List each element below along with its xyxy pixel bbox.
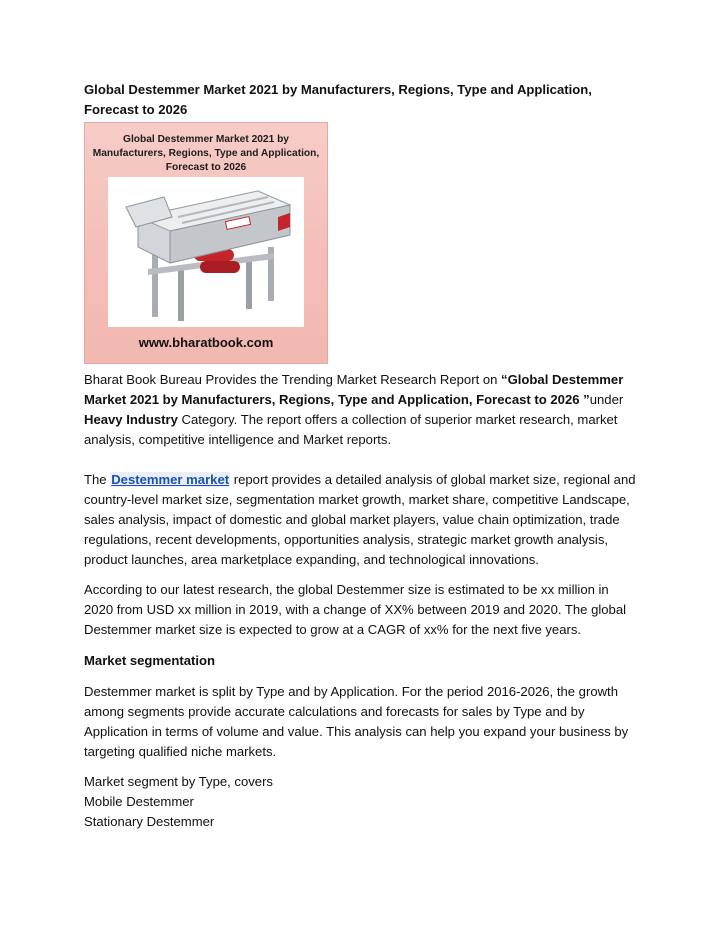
research-paragraph: According to our latest research, the global Destemmer size is estimated to be xx million in 2020 from USD xx million in 2019, with a change of XX% between 2019 and 2020. The global Destemmer market size is expected to grow at a CAGR of xx% for the next five years. bbox=[84, 582, 627, 637]
type-list bbox=[84, 772, 639, 832]
intro-tail: Category. The report offers a collection of superior market research, market analysis, competitive intelligence and Market reports. bbox=[84, 412, 618, 447]
overview-lead: The bbox=[84, 472, 111, 487]
overview-paragraph bbox=[84, 470, 639, 570]
banner-title-line: Forecast to 2026 bbox=[165, 162, 247, 173]
document-title: Global Destemmer Market 2021 by Manufacturers, Regions, Type and Application, Forecast to 2026 bbox=[84, 82, 592, 117]
banner-title-line: Manufacturers, Regions, Type and Application, bbox=[92, 148, 320, 159]
destemmer-market-link[interactable]: Destemmer market bbox=[111, 472, 230, 487]
type-list-item: Mobile Destemmer bbox=[84, 794, 194, 809]
type-list-item: Stationary Destemmer bbox=[84, 814, 215, 829]
banner-title bbox=[85, 133, 327, 175]
intro-paragraph bbox=[84, 370, 639, 450]
report-banner-image bbox=[84, 122, 328, 364]
overview-rest: report provides a detailed analysis of global market size, regional and country-level market size, segmentation market growth, market share, competitive Landscape, sales analysis, impact of domestic and global market players, value chain optimization, trade regulations, recent developments, opportunities analysis, strategic market growth analysis, product launches, area marketplace expanding, and technological innovations. bbox=[84, 472, 636, 567]
banner-url: www.bharatbook.com bbox=[138, 335, 274, 350]
segmentation-paragraph: Destemmer market is split by Type and by Application. For the period 2016-2026, the growth among segments provide accurate calculations and forecasts for sales by Type and by Application in terms of volume and value. This analysis can help you expand your business by targeting qualified niche markets. bbox=[84, 684, 629, 759]
type-list-item: Market segment by Type, covers bbox=[84, 774, 273, 789]
intro-report-title: “Global Destemmer Market 2021 by Manufacturers, Regions, Type and Application, Forecast to 2026 ” bbox=[84, 372, 624, 407]
intro-under: under bbox=[589, 392, 624, 407]
intro-category: Heavy Industry bbox=[84, 412, 178, 427]
segmentation-heading: Market segmentation bbox=[84, 653, 215, 668]
destemmer-machine-illustration bbox=[108, 177, 304, 327]
banner-title-line: Global Destemmer Market 2021 by bbox=[123, 134, 289, 145]
destemmer-machine-photo bbox=[108, 177, 304, 327]
intro-lead: Bharat Book Bureau Provides the Trending Market Research Report on bbox=[84, 372, 502, 387]
document-page bbox=[84, 80, 639, 832]
